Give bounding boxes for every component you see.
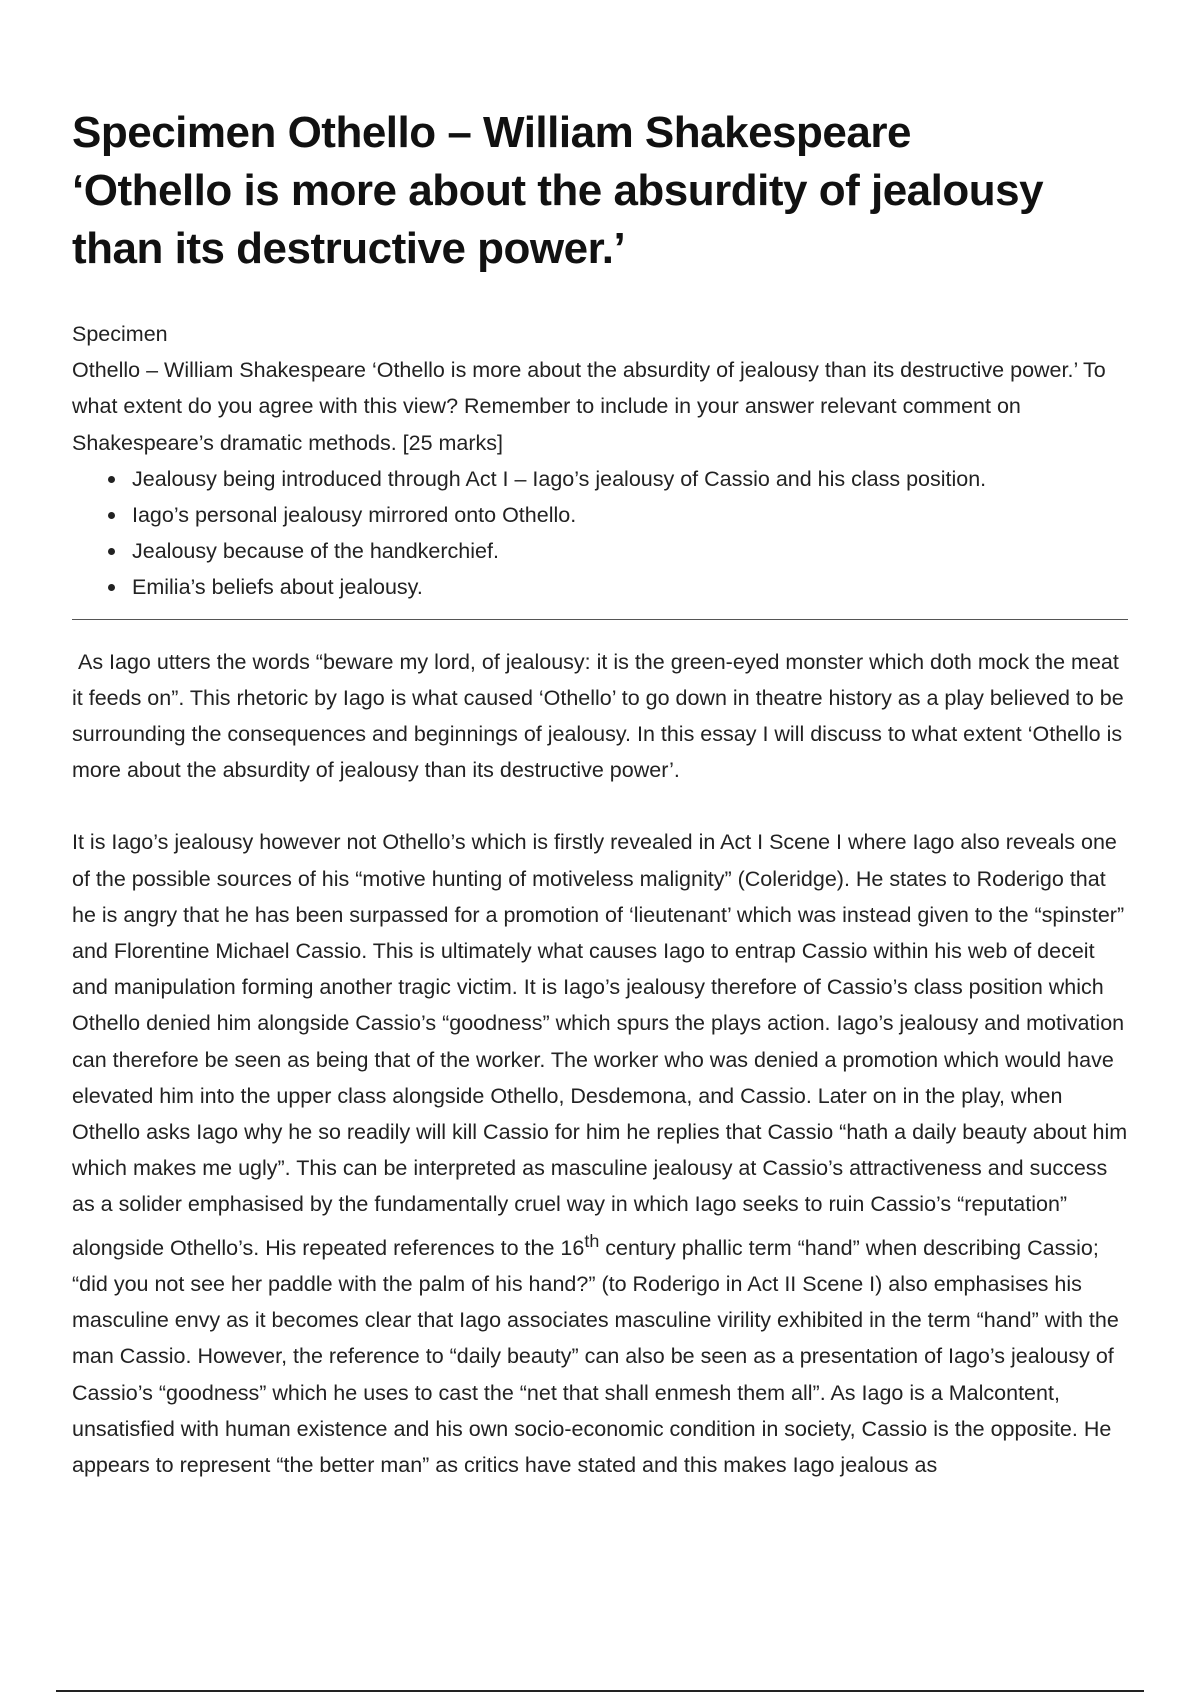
title-line-3: than its destructive power.’ (72, 224, 626, 273)
page-footer-rule (56, 1690, 1144, 1692)
specimen-label: Specimen (72, 322, 168, 346)
paragraph-2-text-b: century phallic term “hand” when describing Cassio; “did you not see her paddle with the palm of his hand?” (to Roderigo in Act II Scene I) also emphasises his masculine envy as it becomes clear that Iago associates masculine virility exhibited in the term “hand” with the man Cassio. However, the reference to “daily beauty” can also be seen as a presentation of Iago’s jealousy of Cassio’s “goodness” which he uses to cast the “net that shall enmesh them all”. As Iago is a Malcontent, unsatisfied with human existence and his own socio-economic condition in society, Cassio is the opposite. He appears to represent “the better man” as critics have stated and this makes Iago jealous as (72, 1235, 1119, 1478)
plan-bullet-list (72, 461, 1132, 606)
plan-bullet: Emilia’s beliefs about jealousy. (132, 569, 1132, 605)
title-line-1: Specimen Othello – William Shakespeare (72, 108, 911, 157)
essay-body (72, 644, 1132, 1484)
essay-question: Othello – William Shakespeare ‘Othello is more about the absurdity of jealousy than its destructive power.’ To what extent do you agree with this view? Remember to include in your answer relevant comment on Shakespeare’s dramatic methods. [25 marks] (72, 358, 1106, 455)
title-line-2: ‘Othello is more about the absurdity of jealousy (72, 166, 1044, 215)
question-block (72, 316, 1132, 461)
plan-bullet: Iago’s personal jealousy mirrored onto Othello. (132, 497, 1132, 533)
ordinal-superscript: th (584, 1230, 600, 1251)
paragraph-2-text-a: It is Iago’s jealousy however not Othello’s which is firstly revealed in Act I Scene I where Iago also reveals one of the possible sources of his “motive hunting of motiveless malignity” (Coleridge). He states to Roderigo that he is angry that he has been surpassed for a promotion of ‘lieutenant’ which was instead given to the “spinster” and Florentine Michael Cassio. This is ultimately what causes Iago to entrap Cassio within his web of deceit and manipulation forming another tragic victim. It is Iago’s jealousy therefore of Cassio’s class position which Othello denied him alongside Cassio’s “goodness” which spurs the plays action. Iago’s jealousy and motivation can therefore be seen as being that of the worker. The worker who was denied a promotion which would have elevated him into the upper class alongside Othello, Desdemona, and Cassio. Later on in the play, when Othello asks Iago why he so readily will kill Cassio for him he replies that Cassio “hath a daily beauty about him which makes me ugly”. This can be interpreted as masculine jealousy at Cassio’s attractiveness and success as a solider emphasised by the fundamentally cruel way in which Iago seeks to ruin Cassio’s “reputation” alongside Othello’s. His repeated references to the 16 (72, 830, 1128, 1260)
essay-paragraph-1: As Iago utters the words “beware my lord, of jealousy: it is the green-eyed monster which doth mock the meat it feeds on”. This rhetoric by Iago is what caused ‘Othello’ to go down in theatre history as a play believed to be surrounding the consequences and beginnings of jealousy. In this essay I will discuss to what extent ‘Othello is more about the absurdity of jealousy than its destructive power’. (72, 649, 1130, 783)
page-title (72, 104, 1132, 278)
section-divider (72, 619, 1128, 620)
plan-bullet: Jealousy because of the handkerchief. (132, 533, 1132, 569)
essay-paragraph-2 (72, 824, 1132, 1483)
plan-bullet: Jealousy being introduced through Act I – Iago’s jealousy of Cassio and his class position. (132, 461, 1132, 497)
document-page (72, 104, 1132, 1483)
